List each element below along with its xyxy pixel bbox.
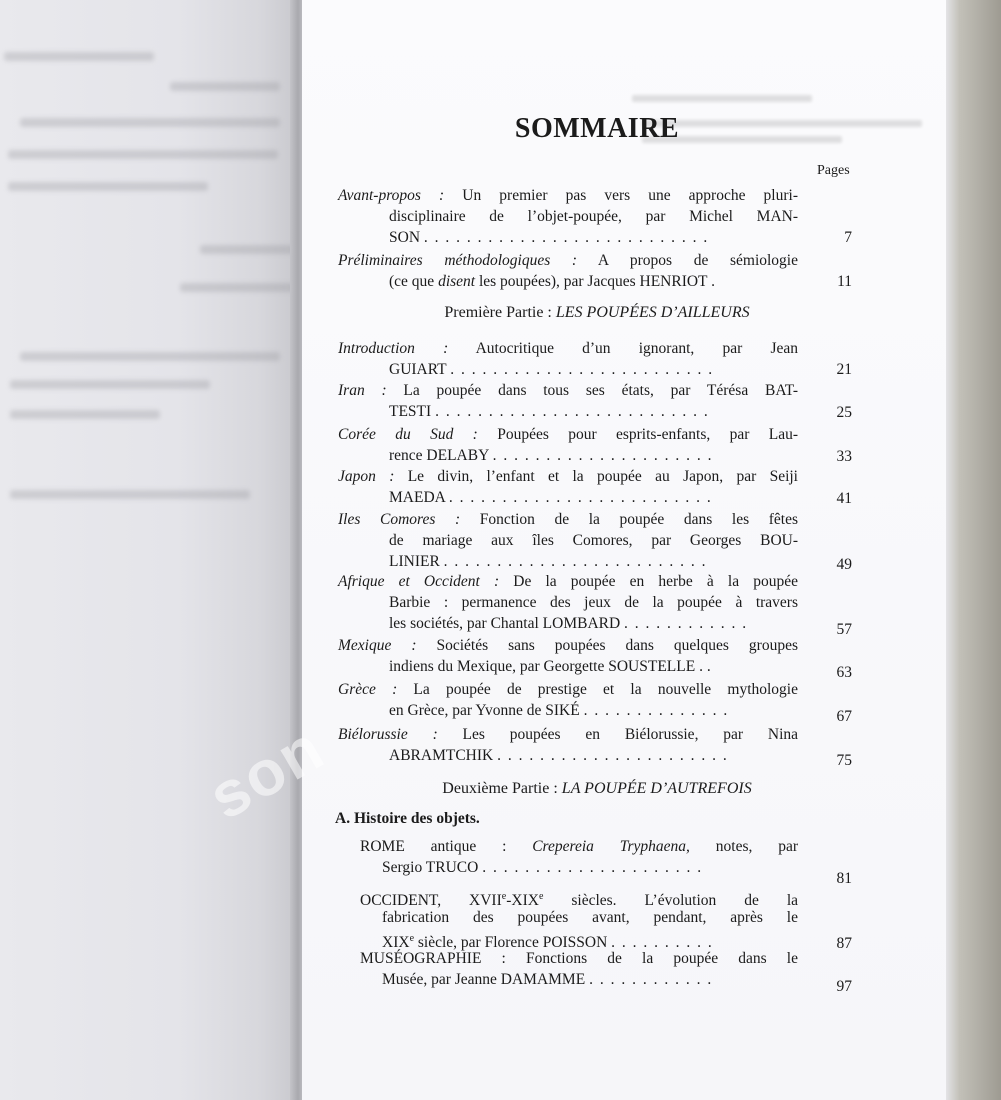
toc-line: SON . . . . . . . . . . . . . . . . . . . . . . . . . . .	[389, 229, 709, 246]
toc-entry	[338, 571, 798, 634]
toc-line: GUIART . . . . . . . . . . . . . . . . . . . . . . . . .	[389, 361, 714, 378]
toc-line: Barbie : permanence des jeux de la poupée à travers	[389, 594, 798, 611]
toc-page-number: 81	[836, 870, 852, 887]
toc-line: TESTI . . . . . . . . . . . . . . . . . . . . . . . . . .	[389, 403, 710, 420]
toc-page-number: 49	[836, 556, 852, 573]
part-title: LES POUPÉES D’AILLEURS	[555, 304, 750, 321]
toc-line: LINIER . . . . . . . . . . . . . . . . . . . . . . . . .	[389, 553, 708, 570]
part-one-heading	[300, 304, 894, 322]
toc-line: (ce que disent les poupées), par Jacques HENRIOT .	[389, 273, 715, 290]
part-two-heading	[300, 780, 894, 798]
toc-entry	[338, 509, 798, 572]
section-heading: A. Histoire des objets.	[335, 810, 480, 827]
toc-line: de mariage aux îles Comores, par Georges BOU-	[389, 532, 798, 549]
toc-page-number: 63	[836, 664, 852, 681]
left-page	[0, 0, 296, 1100]
toc-entry	[338, 466, 798, 508]
toc-line: les sociétés, par Chantal LOMBARD . . . . . . . . . . . .	[389, 615, 748, 632]
toc-entry	[360, 836, 798, 878]
toc-page-number: 87	[836, 935, 852, 952]
pages-column-label: Pages	[817, 163, 850, 178]
toc-line: Grèce : La poupée de prestige et la nouvelle mythologie	[338, 681, 798, 698]
left-page-blurred-text	[0, 0, 296, 600]
toc-page-number: 11	[837, 273, 852, 290]
toc-line: ROME antique : Crepereia Tryphaena, notes, par	[360, 838, 798, 855]
toc-entry	[338, 250, 798, 292]
toc-entry	[338, 424, 798, 466]
toc-line: OCCIDENT, XVIIe-XIXe siècles. L’évolution de la	[360, 891, 799, 910]
toc-line: XIXe siècle, par Florence POISSON . . . . . . . . . .	[382, 933, 714, 952]
part-prefix: Deuxième Partie :	[442, 780, 558, 797]
toc-page-number: 67	[836, 708, 852, 725]
toc-line: indiens du Mexique, par Georgette SOUSTELLE . .	[389, 658, 711, 675]
toc-line: Sergio TRUCO . . . . . . . . . . . . . . . . . . . . .	[382, 859, 703, 876]
toc-entry	[360, 948, 798, 990]
toc-line: Afrique et Occident : De la poupée en herbe à la poupée	[338, 573, 798, 590]
toc-line: fabrication des poupées avant, pendant, après le	[382, 909, 798, 926]
toc-line: ABRAMTCHIK . . . . . . . . . . . . . . . . . . . . . .	[389, 747, 729, 764]
page-edges	[946, 0, 1001, 1100]
toc-page-number: 25	[836, 404, 852, 421]
toc-line: Iran : La poupée dans tous ses états, par Térésa BAT-	[338, 382, 798, 399]
toc-entry	[338, 380, 798, 422]
toc-entry	[360, 886, 799, 952]
toc-line: Iles Comores : Fonction de la poupée dans les fêtes	[338, 511, 799, 528]
watermark: son	[196, 710, 337, 834]
toc-entry	[338, 679, 798, 721]
toc-line: Introduction : Autocritique d’un ignorant, par Jean	[338, 340, 798, 357]
toc-line: Mexique : Sociétés sans poupées dans quelques groupes	[338, 637, 798, 654]
toc-line: Préliminaires méthodologiques : A propos de sémiologie	[338, 252, 798, 269]
toc-line: Corée du Sud : Poupées pour esprits-enfants, par Lau-	[338, 426, 799, 443]
toc-line: Musée, par Jeanne DAMAMME . . . . . . . . . . . .	[382, 971, 713, 988]
toc-page-number: 41	[836, 490, 852, 507]
toc-page-number: 33	[836, 448, 852, 465]
toc-line: Biélorussie : Les poupées en Biélorussie, par Nina	[338, 726, 799, 743]
part-prefix: Première Partie :	[444, 304, 552, 321]
toc-line: MAEDA . . . . . . . . . . . . . . . . . . . . . . . . .	[389, 489, 713, 506]
toc-entry	[338, 338, 798, 380]
page-title: SOMMAIRE	[514, 113, 680, 144]
toc-line: Japon : Le divin, l’enfant et la poupée au Japon, par Seiji	[338, 468, 798, 485]
toc-entry	[338, 185, 798, 248]
toc-page-number: 21	[836, 361, 852, 378]
toc-line: disciplinaire de l’objet-poupée, par Michel MAN-	[389, 208, 798, 225]
toc-line: MUSÉOGRAPHIE : Fonctions de la poupée dans le	[360, 950, 798, 967]
toc-entry	[338, 724, 798, 766]
toc-entry	[338, 635, 798, 677]
toc-page-number: 57	[836, 621, 852, 638]
toc-line: Avant-propos : Un premier pas vers une approche pluri-	[338, 187, 798, 204]
toc-page-number: 97	[836, 978, 852, 995]
toc-page-number: 75	[836, 752, 852, 769]
toc-page-number: 7	[844, 229, 852, 246]
toc-line: en Grèce, par Yvonne de SIKÉ . . . . . . . . . . . . . .	[389, 702, 729, 719]
part-title: LA POUPÉE D’AUTREFOIS	[561, 780, 752, 797]
toc-line: rence DELABY . . . . . . . . . . . . . . . . . . . . .	[389, 447, 713, 464]
